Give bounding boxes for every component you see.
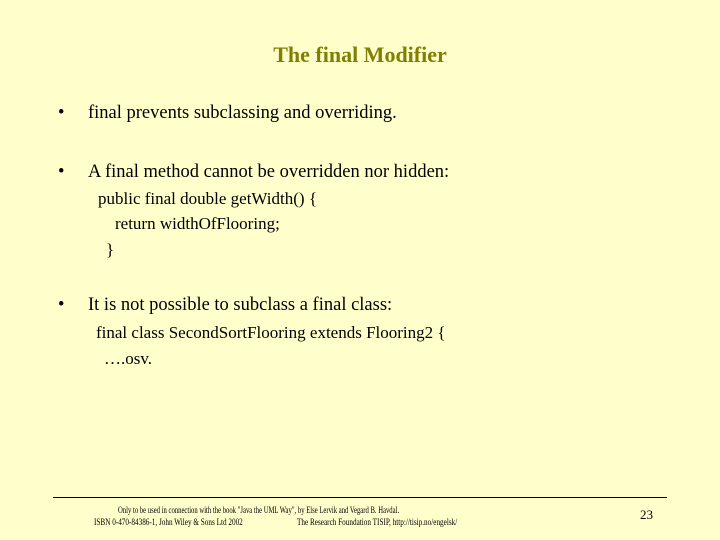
footer-publisher: The Research Foundation TISIP, http://tisip.no/engelsk/ bbox=[297, 517, 458, 527]
bullet-item-2 bbox=[58, 162, 449, 183]
slide-title: The final Modifier bbox=[273, 42, 447, 67]
code-line: return widthOfFlooring; bbox=[115, 214, 280, 233]
bullet-marker: • bbox=[58, 162, 65, 182]
bullet-marker: • bbox=[58, 103, 65, 123]
code-line: final class SecondSortFlooring extends Flooring2 { bbox=[96, 323, 446, 342]
code-line: ….osv. bbox=[104, 349, 153, 368]
bullet-marker: • bbox=[58, 295, 65, 315]
footer-divider bbox=[53, 497, 667, 498]
code-line: public final double getWidth() { bbox=[98, 189, 317, 208]
bullet-text: It is not possible to subclass a final class: bbox=[88, 295, 393, 315]
footer-copyright-line: Only to be used in connection with the book "Java the UML Way", by Else Lervik and Vegard B. Havdal. bbox=[118, 505, 400, 515]
bullet-item-1 bbox=[58, 103, 397, 124]
bullet-text: final prevents subclassing and overriding. bbox=[88, 103, 397, 123]
bullet-item-3 bbox=[58, 295, 392, 316]
bullet-text: A final method cannot be overridden nor hidden: bbox=[88, 162, 450, 182]
code-line: } bbox=[106, 240, 115, 259]
footer-isbn: ISBN 0-470-84386-1, John Wiley & Sons Ltd 2002 bbox=[94, 517, 243, 527]
page-number: 23 bbox=[640, 507, 653, 522]
